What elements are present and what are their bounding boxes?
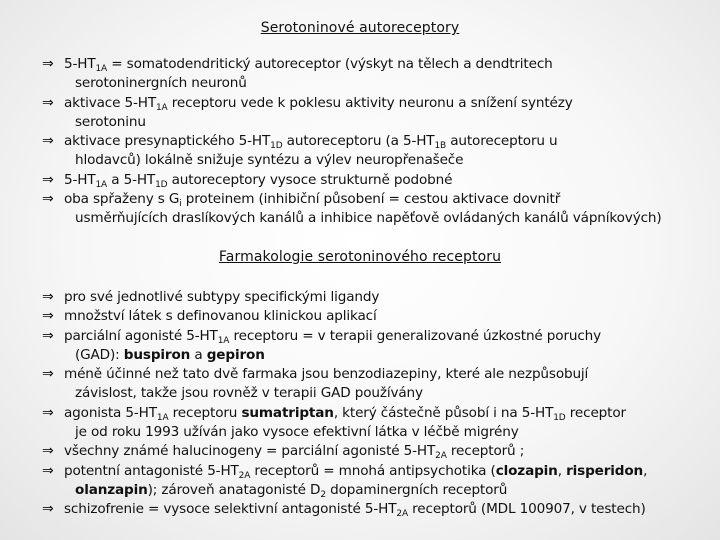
list-item: ⇒ oba spřaženy s $G_i$ proteinem (inhibiční působení = cestou aktivace dovnitř usměrňujících draslíkových kanálů a inhibice napěťově ovládaných kanálů vápníkových)	[42, 191, 662, 227]
implies-arrow-icon: ⇒	[42, 56, 54, 72]
implies-arrow-icon: ⇒	[42, 94, 54, 111]
implies-arrow-icon: ⇒	[42, 443, 54, 460]
implies-arrow-icon: ⇒	[42, 171, 54, 188]
list-item: ⇒ potentní antagonisté $5-HT_{2A}$ receptorů = mnohá antipsychotika (clozapin, risperidon, olanzapin); zároveň anatagonisté $D_2$ dopaminergních receptorů	[42, 462, 648, 500]
list-item: ⇒ $5-HT_{1A}$ a $5-HT_{1D}$ autoreceptory vysoce strukturně podobné	[42, 171, 453, 190]
list-item: ⇒ agonista $5-HT_{1A}$ receptoru sumatriptan, který částečně působí i na $5-HT_{1D}$ receptor je od roku 1993 užíván jako vysoce efektivní látka v léčbě migrény	[42, 404, 626, 441]
implies-arrow-icon: ⇒	[42, 308, 54, 325]
list-item: ⇒ množství látek s definovanou klinickou aplikací	[40, 307, 716, 326]
section2-list	[40, 288, 716, 520]
implies-arrow-icon: ⇒	[42, 327, 54, 344]
implies-arrow-icon: ⇒	[42, 404, 54, 421]
list-item: ⇒ aktivace $5-HT_{1A}$ receptoru vede k poklesu aktivity neuronu a snížení syntézy serotoninu	[42, 94, 573, 130]
list-item: ⇒ schizofrenie = vysoce selektivní antagonisté $5-HT_{2A}$ receptorů (MDL 100907, v testech)	[42, 501, 646, 520]
implies-arrow-icon: ⇒	[42, 462, 54, 479]
list-item: ⇒ aktivace presynaptického $5-HT_{1D}$ autoreceptoru (a $5-HT_{1B}$ autoreceptoru u hlodavců) lokálně snižuje syntézu a výlev neuropřenašeče	[42, 133, 558, 169]
implies-arrow-icon: ⇒	[42, 289, 54, 305]
section1-list	[40, 55, 716, 229]
section1-title: Serotoninové autoreceptory	[260, 20, 460, 36]
list-item: ⇒ méně účinné než tato dvě farmaka jsou benzodiazepiny, které ale nezpůsobují závislost, takže jsou rovněž v terapii GAD používány	[42, 366, 589, 402]
implies-arrow-icon: ⇒	[42, 191, 54, 208]
implies-arrow-icon: ⇒	[42, 501, 54, 518]
implies-arrow-icon: ⇒	[42, 366, 54, 383]
implies-arrow-icon: ⇒	[42, 133, 54, 150]
list-item: ⇒ všechny známé halucinogeny = parciální agonisté $5-HT_{2A}$ receptorů ;	[42, 443, 525, 462]
list-item: ⇒ pro své jednotlivé subtypy specifickými ligandy	[40, 288, 716, 307]
section2-title: Farmakologie serotoninového receptoru	[218, 249, 502, 265]
list-item: ⇒ $5-HT_{1A}$ = somatodendritický autoreceptor (výskyt na tělech a dendtritech serotoninergních neuronů	[42, 56, 553, 92]
list-item: ⇒ parciální agonisté $5-HT_{1A}$ receptoru = v terapii generalizované úzkostné poruchy (GAD): buspiron a gepiron	[42, 327, 602, 363]
